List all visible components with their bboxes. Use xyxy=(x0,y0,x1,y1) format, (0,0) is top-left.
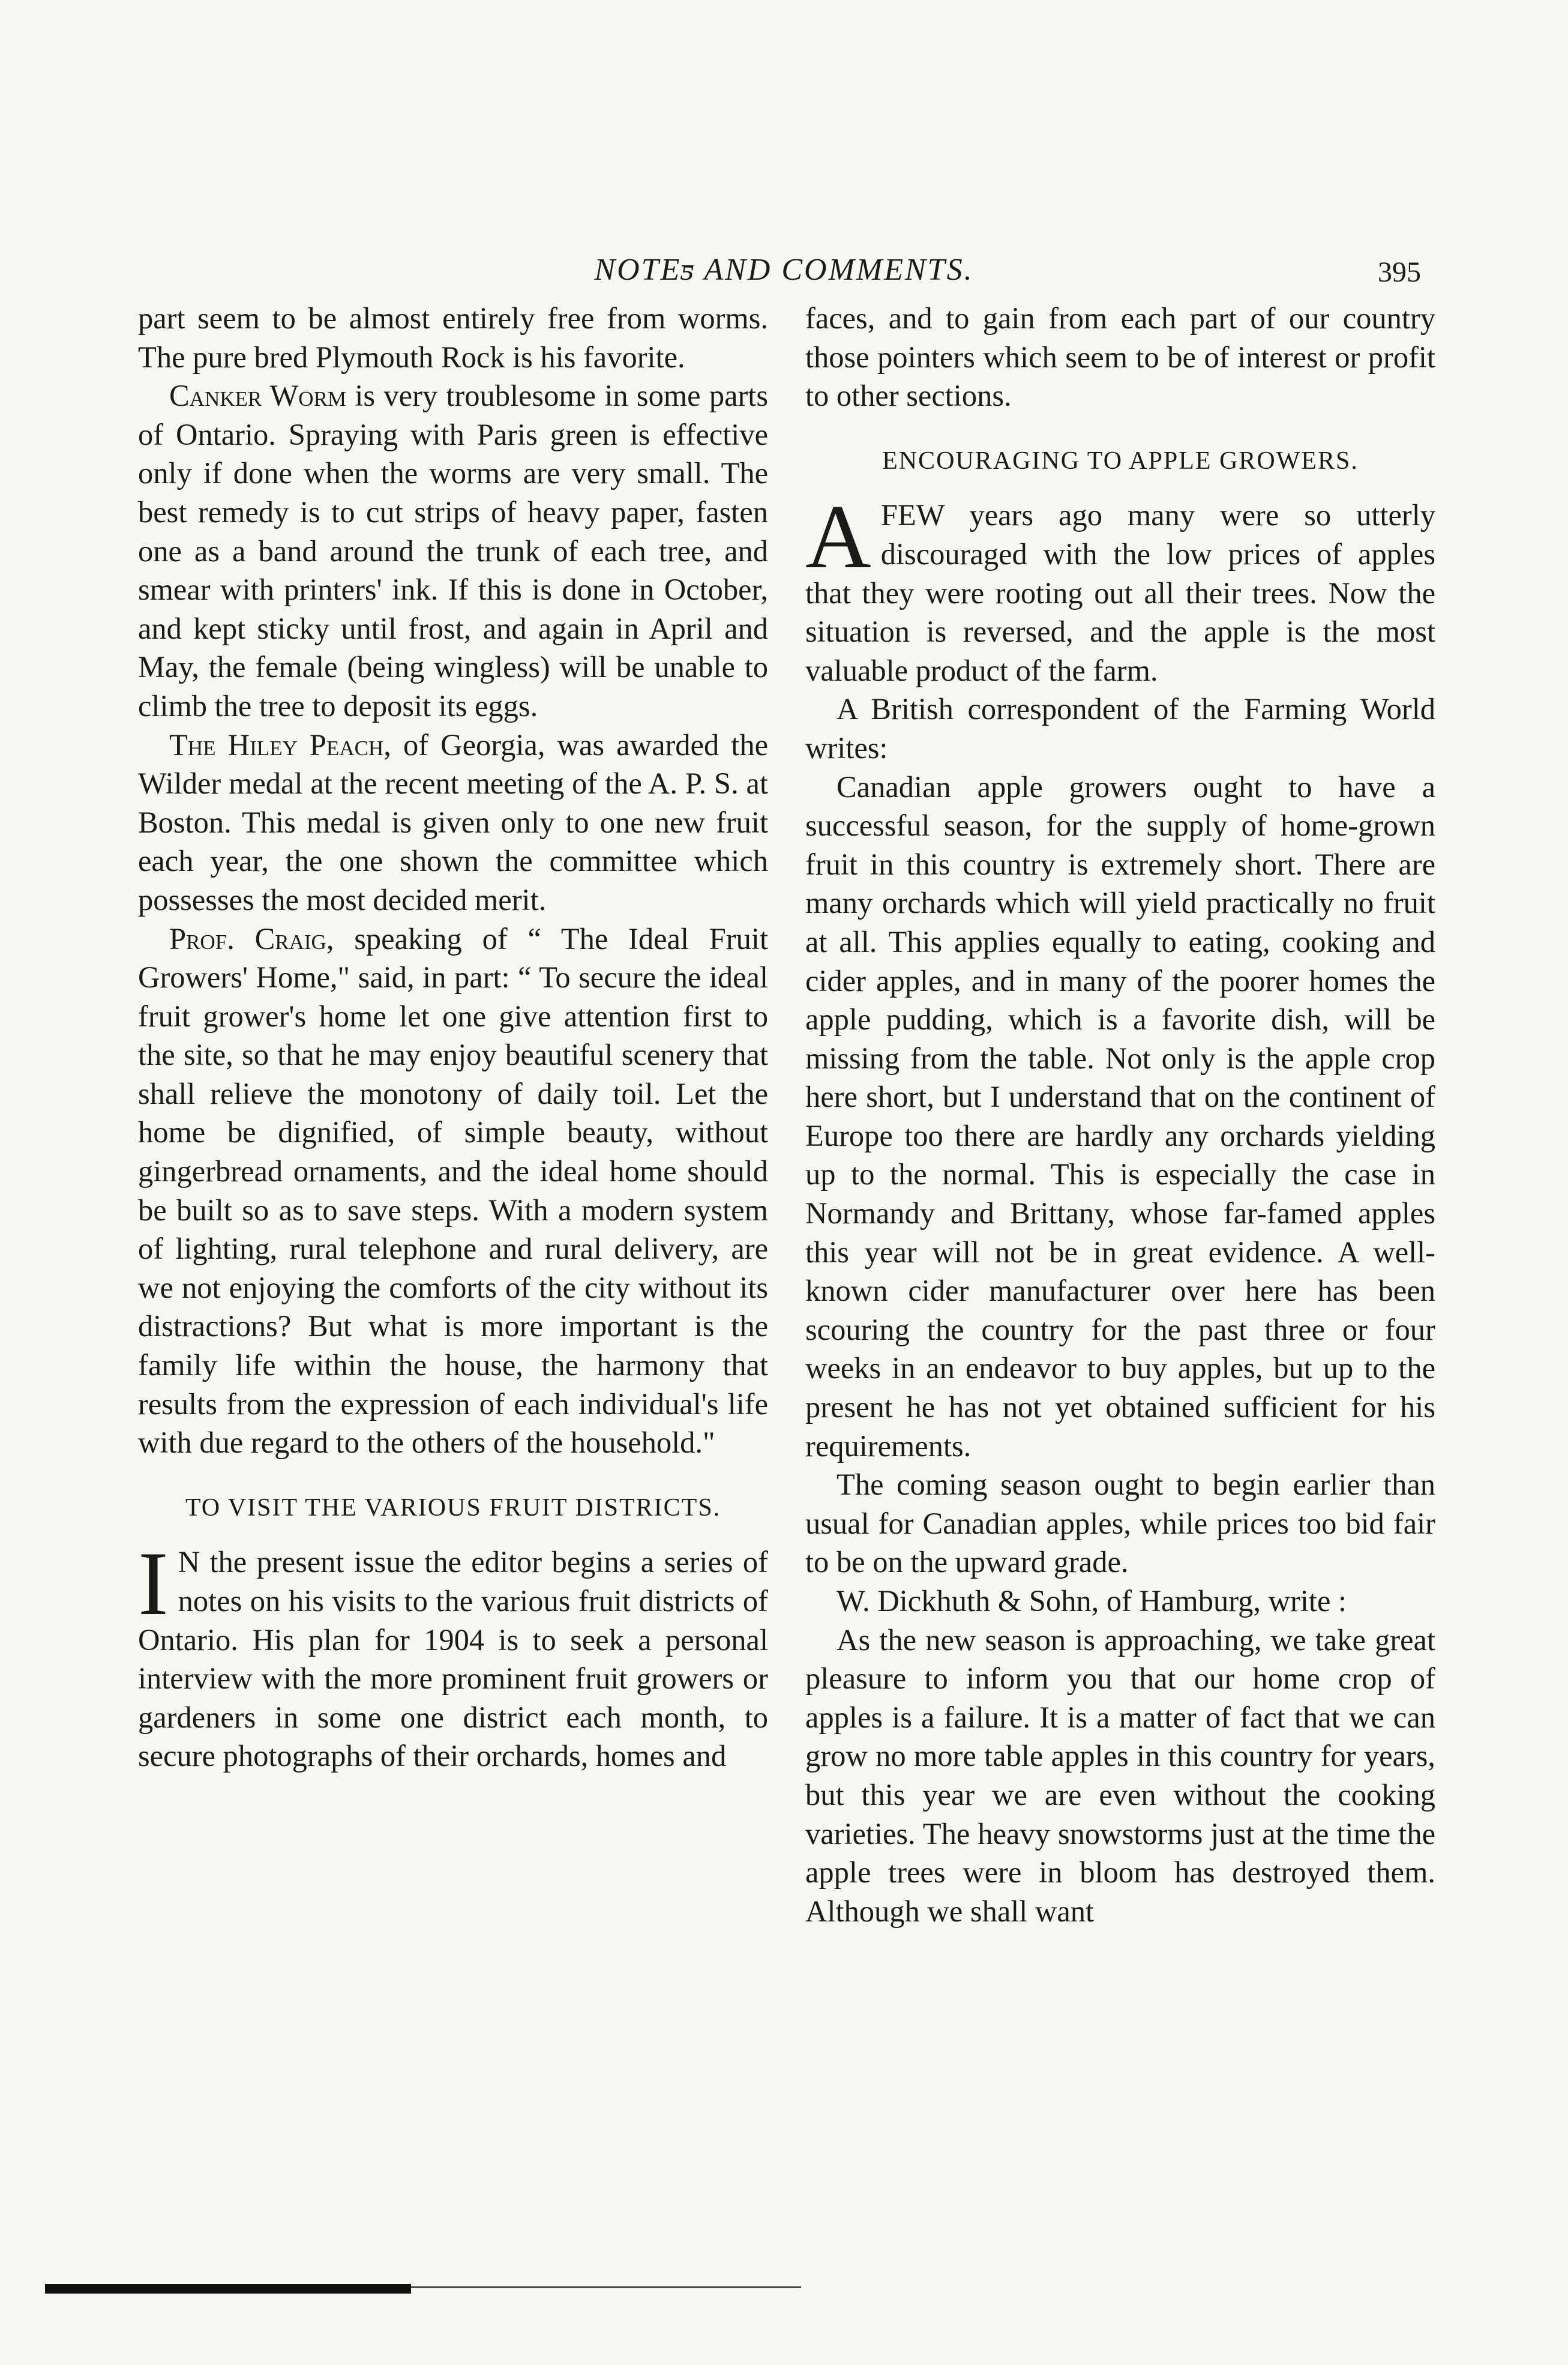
footer-rule-bar xyxy=(45,2284,411,2294)
paragraph-body: is very troublesome in some parts of Ontario. Spraying with Paris green is effective only if done when the worms are very small. The best remedy is to cut strips of heavy paper, fasten one as a band around the trunk of each tree, and smear with printers' ink. If this is done in October, and kept sticky until frost, and again in April and May, the female (being wingless) will be unable to climb the tree to deposit its eggs. xyxy=(138,379,768,723)
drop-cap: A xyxy=(805,486,871,588)
paragraph-hiley-peach xyxy=(138,726,768,920)
quoted-paragraph: The coming season ought to begin earlier than usual for Canadian apples, while prices too bid fair to be on the upward grade. xyxy=(805,1468,1435,1579)
paragraph-encouraging xyxy=(805,486,1435,690)
paragraph-visit-districts xyxy=(138,1533,768,1776)
paragraph-canker-worm xyxy=(138,376,768,725)
section-heading: ENCOURAGING TO APPLE GROWERS. xyxy=(882,447,1359,475)
paragraph-body: speaking of “ The Ideal Fruit Growers' Home," said, in part: “ To secure the ideal fruit grower's home let one give attention first to the site, so that he may enjoy beautiful scenery that shall relieve the monotony of daily toil. Let the home be dignified, of simple beauty, without gingerbread ornaments, and the ideal home should be built so as to save steps. With a modern system of lighting, rural telephone and rural delivery, are we not enjoying the comforts of the city without its distractions? But what is more important is the family life within the house, the harmony that results from the expression of each individual's life with due regard to the others of the household." xyxy=(138,921,768,1460)
paragraph-prof-craig xyxy=(138,920,768,1462)
right-column xyxy=(805,299,1435,1930)
paragraph: part seem to be almost entirely free from worms. The pure bred Plymouth Rock is his favorite. xyxy=(138,301,768,374)
page-number: 395 xyxy=(1378,256,1421,288)
lead-in: The Hiley Peach, xyxy=(169,728,391,762)
running-head: NOTEƽ AND COMMENTS. xyxy=(594,253,974,287)
lead-in: Canker Worm xyxy=(169,379,347,413)
footer-rule-line xyxy=(411,2286,801,2288)
paragraph: W. Dickhuth & Sohn, of Hamburg, write : xyxy=(837,1584,1347,1618)
section-heading: TO VISIT THE VARIOUS FRUIT DISTRICTS. xyxy=(185,1493,721,1522)
paragraph-body: FEW years ago many were so utterly discouraged with the low prices of apples that they were rooting out all their trees. Now the situation is reversed, and the apple is the most valuable product of the farm. xyxy=(805,498,1435,687)
quoted-paragraph: As the new season is approaching, we take great pleasure to inform you that our home crop of apples is a failure. It is a matter of fact that we can grow no more table apples in this country for years, but this year we are even without the cooking varieties. The heavy snowstorms just at the time the apple trees were in bloom has destroyed them. Although we shall want xyxy=(805,1622,1435,1928)
left-column xyxy=(138,299,768,1776)
quoted-paragraph: Canadian apple growers ought to have a successful season, for the supply of home-grown fruit in this country is extremely short. There are many orchards which will yield practically no fruit at all. This applies equally to eating, cooking and cider apples, and in many of the poorer homes the apple pudding, which is a favorite dish, will be missing from the table. Not only is the apple crop here short, but I understand that on the continent of Europe too there are hardly any orchards yielding up to the normal. This is especially the case in Normandy and Brittany, whose far-famed apples this year will not be in great evidence. A well-known cider manufacturer over here has been scouring the country for the past three or four weeks in an endeavor to buy apples, but up to the present he has not yet obtained sufficient for his requirements. xyxy=(805,770,1435,1463)
paragraph-body: of Georgia, was awarded the Wilder medal at the recent meeting of the A. P. S. at Boston. This medal is given only to one new fruit each year, the one shown the committee which possesses the most decided merit. xyxy=(138,728,768,917)
paragraph: A British correspondent of the Farming World writes: xyxy=(805,692,1435,765)
drop-cap: I xyxy=(138,1533,169,1634)
page-header xyxy=(0,252,1568,294)
lead-in: Prof. Craig, xyxy=(169,921,334,956)
paragraph: faces, and to gain from each part of our country those pointers which seem to be of interest or profit to other sections. xyxy=(805,301,1435,413)
paragraph-body: N the present issue the editor begins a series of notes on his visits to the various fruit districts of Ontario. His plan for 1904 is to seek a personal interview with the more prominent fruit growers or gardeners in some one district each month, to secure photographs of their orchards, homes and xyxy=(138,1545,768,1773)
